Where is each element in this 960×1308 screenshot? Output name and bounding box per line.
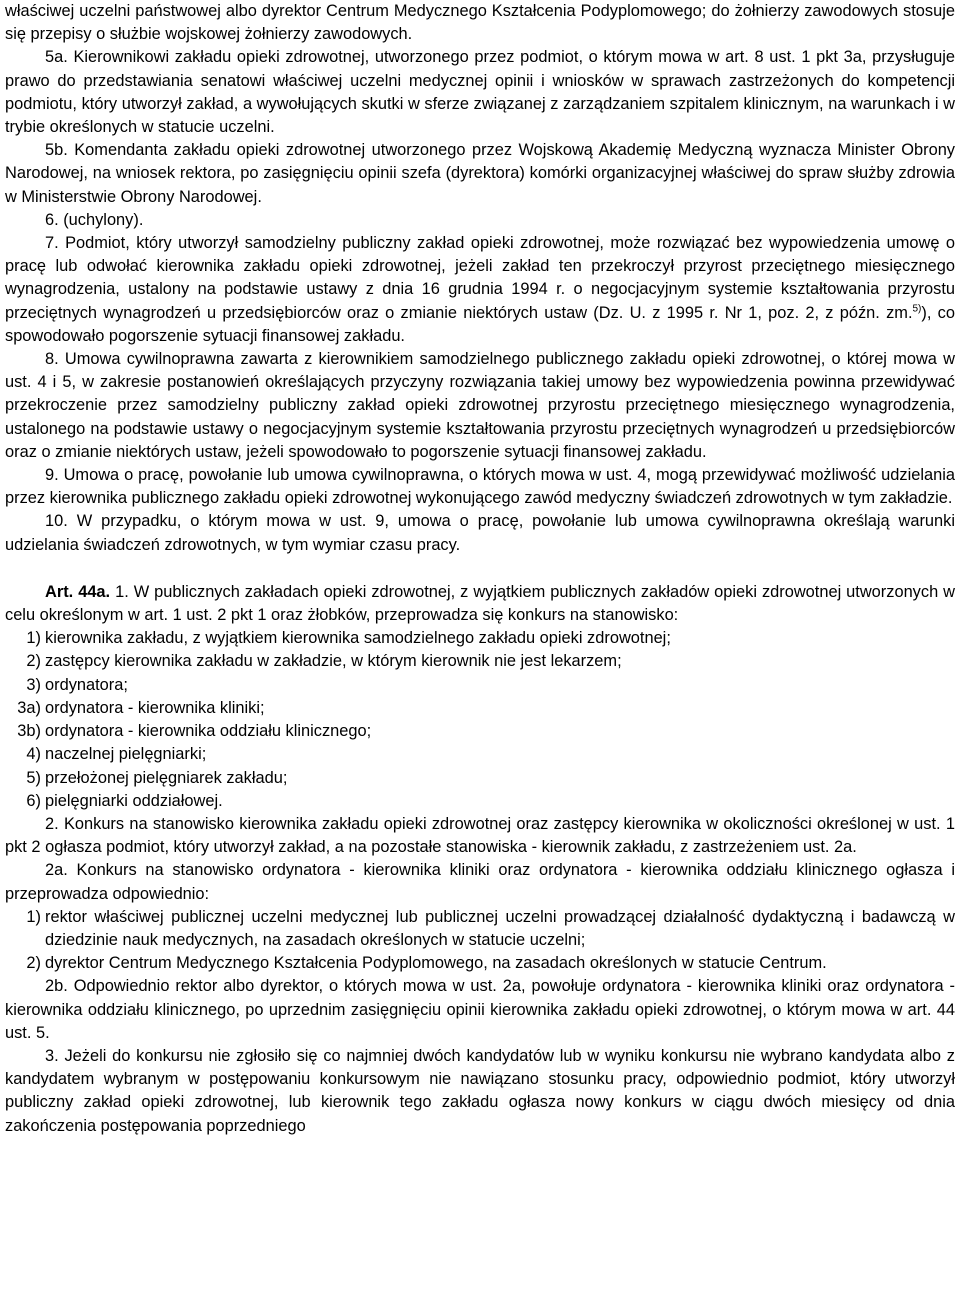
list-item-text: dyrektor Centrum Medycznego Kształcenia Podyplomowego, na zasadach określonych w statucie Centrum. [45,954,827,973]
paragraph-5b: 5b. Komendanta zakładu opieki zdrowotnej utworzonego przez Wojskową Akademię Medyczną wyznacza Minister Obrony Narodowej, na wniosek rektora, po zasięgnięciu opinii szefa (dyrektora) komórki organizacyjnej właściwej do spraw służby zdrowia w Ministerstwie Obrony Narodowej. [5,141,955,206]
section-gap [5,557,955,581]
list-item [5,790,955,813]
positions-list [5,627,955,813]
list-item-text: przełożonej pielęgniarek zakładu; [45,768,288,787]
list-item-text: ordynatora - kierownika oddziału klinicznego; [45,722,372,741]
list-item-text: kierownika zakładu, z wyjątkiem kierownika samodzielnego zakładu opieki zdrowotnej; [45,629,671,648]
paragraph-5a: 5a. Kierownikowi zakładu opieki zdrowotnej, utworzonego przez podmiot, o którym mowa w art. 8 ust. 1 pkt 3a, przysługuje prawo do przedstawiania senatowi właściwej uczelni medycznej opinii i wniosków w sprawach zastrzeżonych do kompetencji podmiotu, który utworzył zakład, a wywołujących skutki w sferze związanej z zarządzaniem szpitalem klinicznym, na warunkach i w trybie określonych w statucie uczelni. [5,48,955,137]
list-item [5,952,955,975]
list-item-number: 1) [26,907,41,926]
list-item-text: naczelnej pielęgniarki; [45,745,207,764]
paragraph-2: 2. Konkurs na stanowisko kierownika zakładu opieki zdrowotnej oraz zastępcy kierownika w okoliczności określonej w ust. 1 pkt 2 ogłasza podmiot, który utworzył zakład, a na pozostałe stanowiska - kierownik zakładu, z zastrzeżeniem ust. 2a. [5,814,955,857]
list-item [5,720,955,743]
paragraph-10: 10. W przypadku, o którym mowa w ust. 9, umowa o pracę, powołanie lub umowa cywilnoprawna określają warunki udzielania świadczeń zdrowotnych, w tym wymiar czasu pracy. [5,512,955,554]
list-item-number: 4) [26,745,41,764]
paragraph-2b: 2b. Odpowiednio rektor albo dyrektor, o których mowa w ust. 2a, powołuje ordynatora - kierownika kliniki oraz ordynatora - kierownika oddziału klinicznego, po uprzednim zasięgnięciu opinii kierownika zakładu opieki zdrowotnej, o którym mowa w art. 44 ust. 5. [5,977,955,1042]
paragraph-6: 6. (uchylony). [45,210,144,229]
list-item-text: rektor właściwej publicznej uczelni medycznej lub publicznej uczelni prowadzącej działalność dydaktyczną i badawczą w dziedzinie nauk medycznych, na zasadach określonych w statucie uczelni; [45,907,955,949]
list-item-number: 1) [26,629,41,648]
list-item [5,906,955,952]
article-44a-text: 1. W publicznych zakładach opieki zdrowotnej, z wyjątkiem publicznych zakładów opieki zdrowotnej utworzonych w celu określonym w art. 1 ust. 2 pkt 1 oraz żłobków, przeprowadza się konkurs na stanowisko: [5,582,956,625]
list-item-text: ordynatora; [45,675,128,694]
list-item [5,697,955,720]
article-heading: Art. 44a. [45,582,111,601]
list-item-number: 3a) [17,698,41,717]
list-item [5,627,955,650]
paragraph-8: 8. Umowa cywilnoprawna zawarta z kierownikiem samodzielnego publicznego zakładu opieki zdrowotnej, o której mowa w ust. 4 i 5, w zakresie postanowień określających przyczyny rozwiązania takiej umowy bez wypowiedzenia powinna przewidywać przekroczenie przez samodzielny publiczny zakład opieki zdrowotnej przyrostu przeciętnego miesięcznego wynagrodzenia, ustalonego na podstawie ustawy o negocjacyjnym systemie kształtowania przyrostu przeciętnych wynagrodzeń u przedsiębiorców oraz o zmianie niektórych ustaw, jeżeli spowodowało to pogorszenie sytuacji finansowej zakładu. [5,350,955,461]
paragraph-7 [5,232,955,348]
list-item-number: 3) [26,675,41,694]
paragraph-continuation: właściwej uczelni państwowej albo dyrektor Centrum Medycznego Kształcenia Podyplomowego; do żołnierzy zawodowych stosuje się przepisy o służbie wojskowej żołnierzy zawodowych. [5,2,955,44]
paragraph-9: 9. Umowa o pracę, powołanie lub umowa cywilnoprawna, o których mowa w ust. 4, mogą przewidywać możliwość udzielania przez kierownika publicznego zakładu opieki zdrowotnej wykonującego zawód medyczny świadczeń zdrowotnych w tym zakładzie. [5,466,955,508]
list-item-number: 3b) [17,722,41,741]
article-44a [5,581,955,627]
list-item-number: 5) [26,768,41,787]
paragraph-3: 3. Jeżeli do konkursu nie zgłosiło się co najmniej dwóch kandydatów lub w wyniku konkursu nie wybrano kandydata albo z kandydatem wybranym w postępowaniu konkursowym nie nawiązano stosunku pracy, odpowiednio podmiot, który utworzył publiczny zakład opieki zdrowotnej, lub kierownik tego zakładu ogłasza nowy konkurs w ciągu dwóch miesięcy od dnia zakończenia postępowania poprzedniego [5,1046,955,1135]
footnote-reference: 5) [912,303,922,315]
paragraph-2a: 2a. Konkurs na stanowisko ordynatora - kierownika kliniki oraz ordynatora - kierownika oddziału klinicznego ogłasza i przeprowadza odpowiednio: [5,861,955,903]
paragraph-7-tail: ), co spowodowało pogorszenie sytuacji finansowej zakładu. [5,303,955,345]
organizers-list [5,906,955,976]
list-item [5,767,955,790]
list-item-text: zastępcy kierownika zakładu w zakładzie, w którym kierownik nie jest lekarzem; [45,652,622,671]
list-item-number: 2) [26,652,41,671]
list-item-text: pielęgniarki oddziałowej. [45,791,223,810]
paragraph-7-text: 7. Podmiot, który utworzył samodzielny publiczny zakład opieki zdrowotnej, może rozwiązać bez wypowiedzenia umowę o pracę lub odwołać kierownika zakładu opieki zdrowotnej, jeżeli zakład ten przekroczył przyrost przeciętnego miesięcznego wynagrodzenia, ustalony na podstawie ustawy z dnia 16 grudnia 1994 r. o negocjacyjnym systemie kształtowania przyrostu przeciętnych wynagrodzeń u przedsiębiorców oraz o zmianie niektórych ustaw (Dz. U. z 1995 r. Nr 1, poz. 2, z późn. zm. [5,234,955,322]
list-item [5,674,955,697]
list-item-number: 2) [26,954,41,973]
list-item [5,650,955,673]
list-item-text: ordynatora - kierownika kliniki; [45,698,265,717]
document-page [5,0,955,1138]
list-item [5,743,955,766]
list-item-number: 6) [26,791,41,810]
